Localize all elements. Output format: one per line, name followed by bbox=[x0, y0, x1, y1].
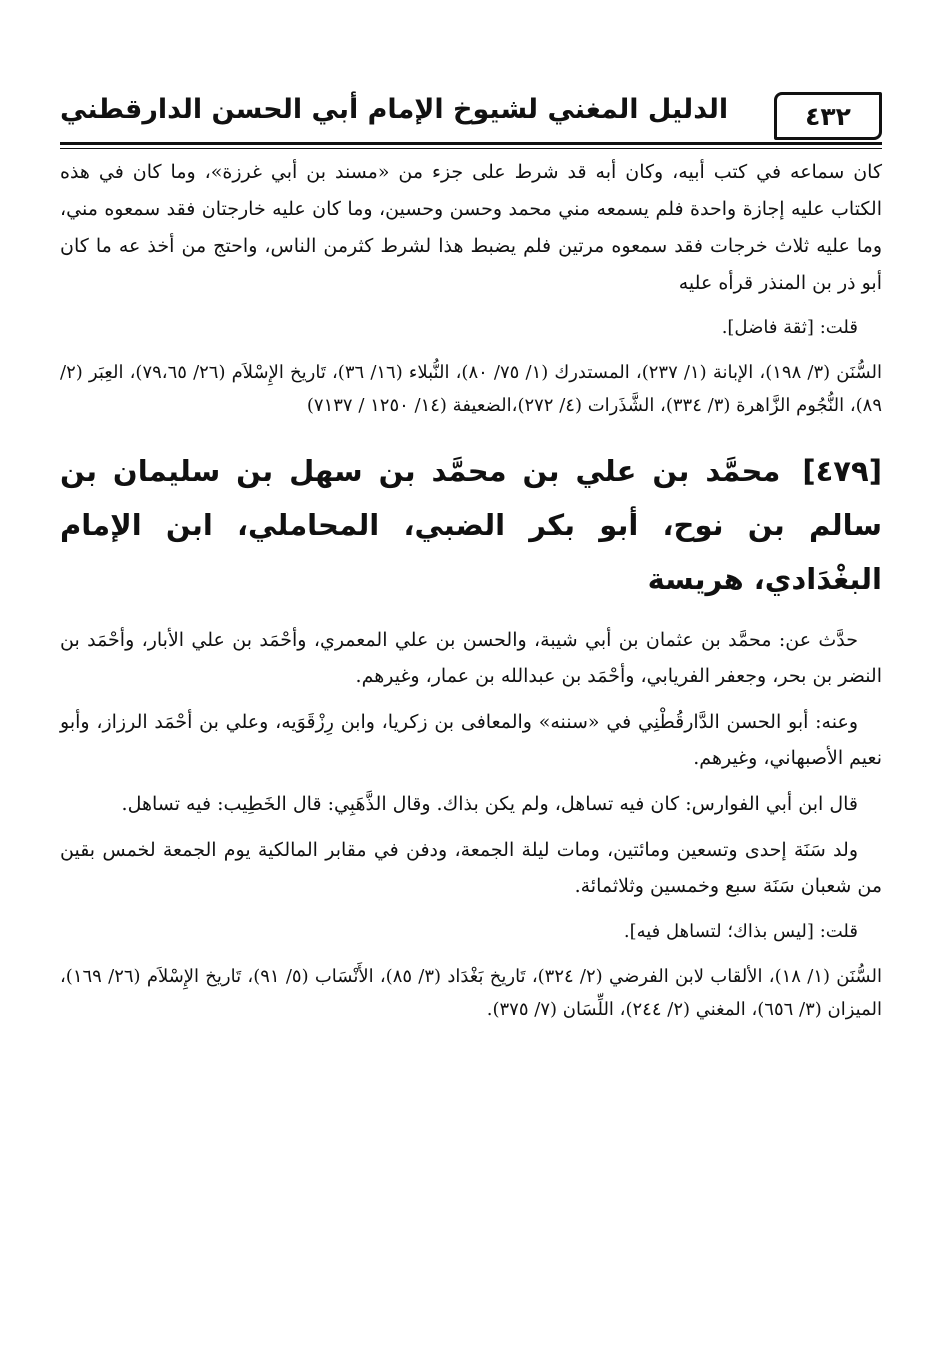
entry-number: [٤٧٩] bbox=[802, 454, 882, 488]
sources-list: السُّنَن (١/ ١٨)، الألقاب لابن الفرضي (٢/ ٣٢٤)، تَاريخ بَغْدَاد (٣/ ٨٥)، الأَنْسَاب (٥/ ٩١)، تَاريخ الإِسْلاَم (٢٦/ ١٦٩)، الميزان (٣/ ٦٥٦)، المغني (٢/ ٢٤٤)، اللِّسَان (٧/ ٣٧٥). bbox=[60, 966, 882, 1020]
page-number-text: ٤٣٢ bbox=[805, 101, 851, 131]
continuation-paragraph: كان سماعه في كتب أبيه، وكان أبه قد شرط على جزء من «مسند بن أبي غرزة»، وما كان في هذه الكتاب عليه إجازة واحدة فلم يسمعه مني محمد وحسن وحسين، وما كان عليه خارجتان فقد سمعوه مني، وما عليه ثلاث خرجات فقد سمعوه مرتين فلم يضبط هذا لشرط كثرمن الناس، واحتج من أخذ عه ما كان أبو ذر بن المنذر قرأه عليه bbox=[60, 161, 882, 294]
entry-name: محمَّد بن علي بن محمَّد بن سهل بن سليمان بن سالم بن نوح، أبو بكر الضبي، المحاملي، ابن الإمام البغْدَادي، هريسة bbox=[60, 454, 882, 596]
author-note bbox=[60, 310, 858, 346]
entry-heading bbox=[60, 444, 882, 606]
header-divider bbox=[60, 142, 882, 145]
page-number bbox=[774, 92, 882, 140]
entry-paragraph: ولد سَنَة إحدى وتسعين ومائتين، ومات ليلة الجمعة، ودفن في مقابر المالكية يوم الجمعة لخمس بقين من شعبان سَنَة سبع وخمسين وثلاثمائة. bbox=[60, 839, 882, 897]
running-title: الدليل المغني لشيوخ الإمام أبي الحسن الدارقطني bbox=[60, 94, 729, 125]
author-note-text: [ليس بذاك؛ لتساهل فيه]. bbox=[623, 921, 814, 942]
entry-paragraph: وعنه: أبو الحسن الدَّارقُطْنِي في «سننه» والمعافى بن زكريا، وابن رِزْقَوَيه، وعلي بن أحْمَد الرزاز، وأبو نعيم الأصبهاني، وغيرهم. bbox=[60, 711, 882, 769]
book-page bbox=[60, 88, 882, 1026]
header-divider-thin bbox=[60, 148, 882, 149]
page-header bbox=[60, 88, 882, 150]
author-note-text: [ثقة فاضل]. bbox=[721, 317, 814, 338]
entry-paragraph: حدَّث عن: محمَّد بن عثمان بن أبي شيبة، والحسن بن علي المعمري، وأحْمَد بن علي الأبار، وأحْمَد بن النضر بن بحر، وجعفر الفريابي، وأحْمَد بن عبدالله بن عمار، وغيرهم. bbox=[60, 629, 882, 687]
sources-list: السُّنَن (٣/ ١٩٨)، الإبانة (١/ ٢٣٧)، المستدرك (١/ ٧٥/ ٨٠)، النُّبلاء (١٦/ ٣٦)، تَاريخ الإِسْلاَم (٢٦/ ٧٩،٦٥)، العِبَر (٢/ ٨٩)، النُّجُوم الزَّاهرة (٣/ ٣٣٤)، الشَّذَرات (٤/ ٢٧٢)،الضعيفة (١٤/ ١٢٥٠ / ٧١٣٧) bbox=[60, 362, 882, 416]
author-note-label: قلت: bbox=[819, 921, 858, 942]
entry-paragraph: قال ابن أبي الفوارس: كان فيه تساهل، ولم يكن بذاك. وقال الذَّهَبِي: قال الخَطِيب: فيه تساهل. bbox=[121, 793, 858, 815]
author-note-label: قلت: bbox=[819, 317, 858, 338]
author-note bbox=[60, 914, 858, 950]
